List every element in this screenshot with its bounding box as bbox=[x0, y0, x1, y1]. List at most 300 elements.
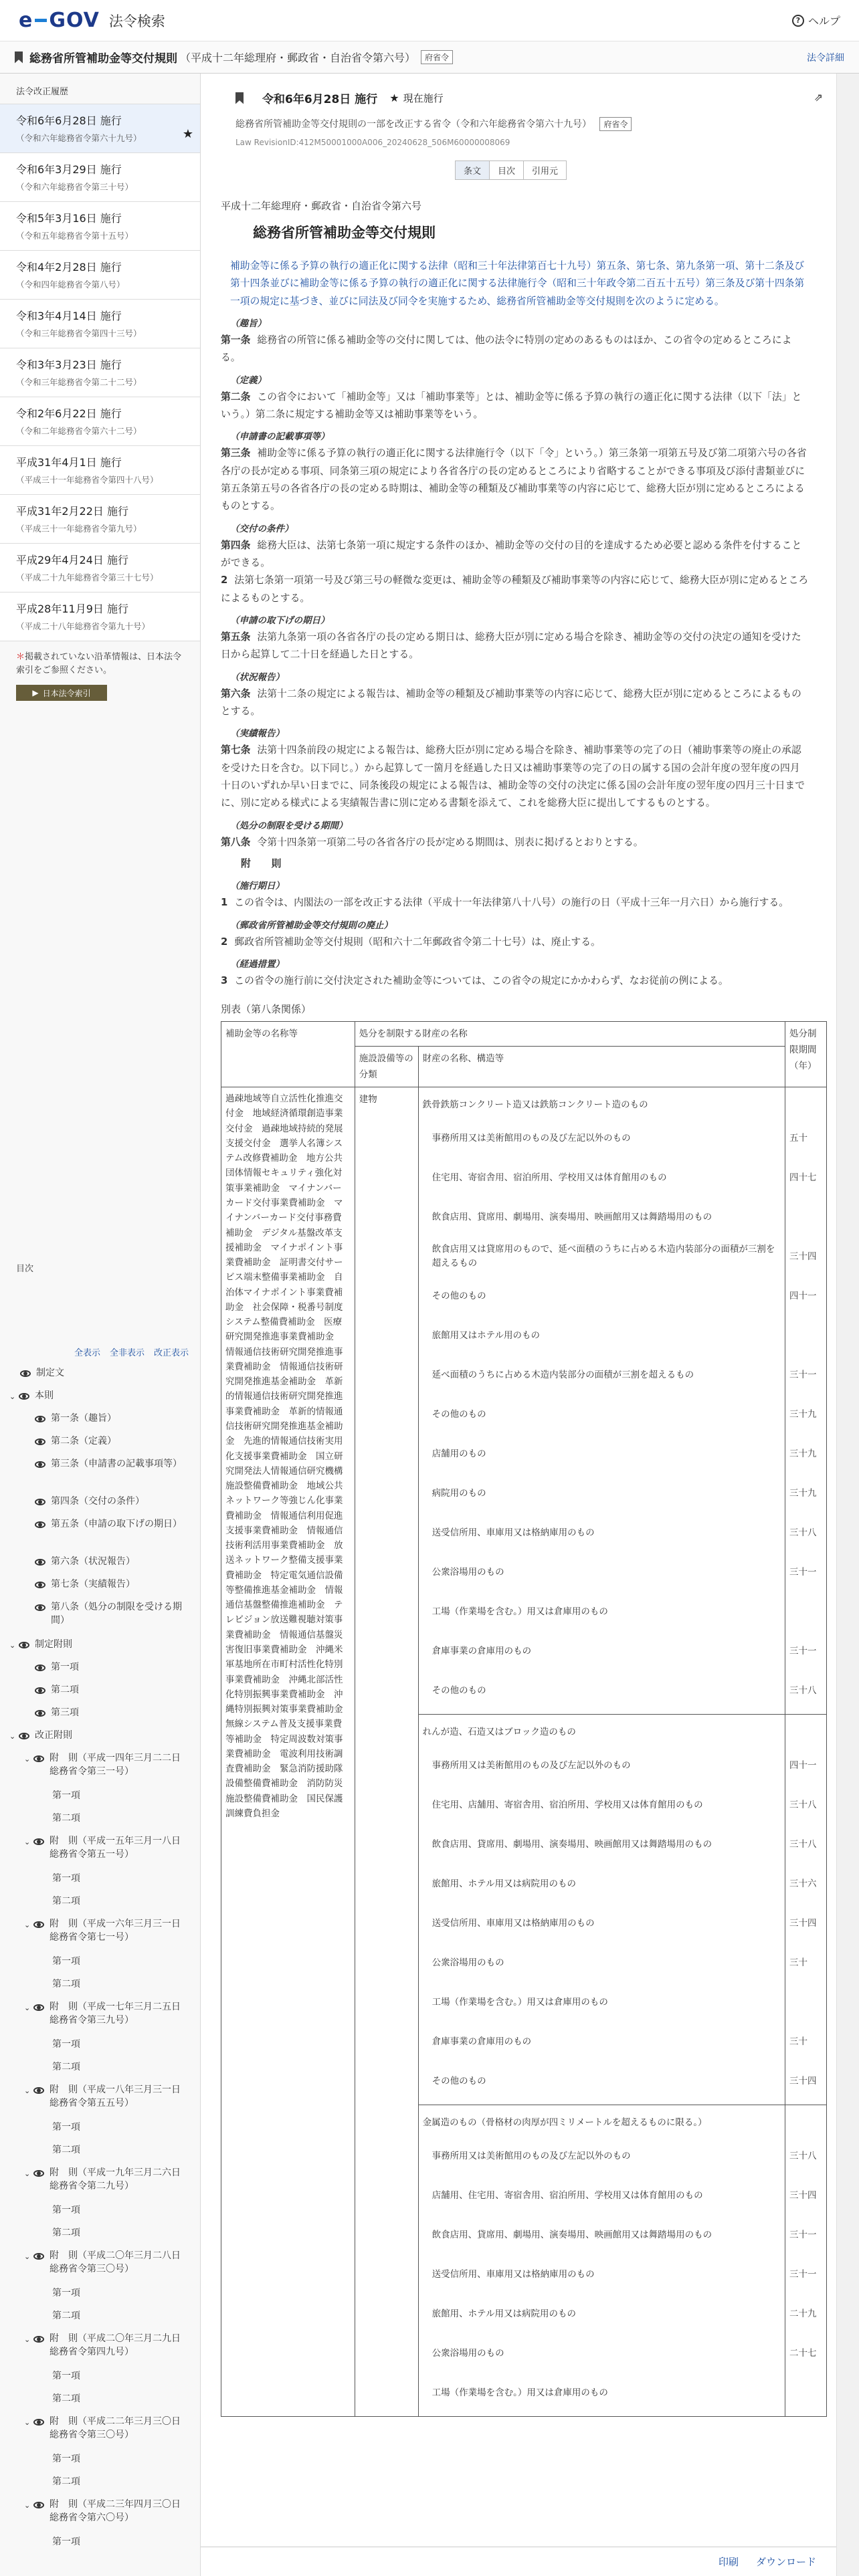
toc-item-label: 第二項 bbox=[52, 2228, 80, 2238]
toc-item-label: 第一項 bbox=[52, 2371, 80, 2381]
asset-row: 送受信所用、車庫用又は格納庫用のもの bbox=[432, 2268, 595, 2280]
revision-history-heading: 法令改正履歴 bbox=[16, 87, 69, 97]
article-caption: （申請書の記載事項等） bbox=[230, 431, 330, 443]
toc-item-label: 第六条（状況報告） bbox=[51, 1556, 135, 1567]
asset-row: 延べ面積のうちに占める木造内装部分の面積が三割を超えるもの bbox=[432, 1369, 694, 1380]
help-link[interactable] bbox=[792, 13, 840, 28]
toc-item[interactable] bbox=[0, 1366, 201, 1380]
toc-item[interactable] bbox=[0, 1706, 201, 1719]
article-caption: （申請の取下げの期日） bbox=[230, 615, 330, 627]
period-value: 三十四 bbox=[789, 1917, 817, 1929]
egov-logo[interactable] bbox=[19, 9, 100, 32]
toc-item-label: 附 則（平成一七年三月二五日総務省令第三九号） bbox=[50, 2002, 181, 2026]
bookmark-icon[interactable] bbox=[15, 51, 23, 64]
toc-item[interactable] bbox=[0, 1434, 201, 1448]
download-button[interactable]: ダウンロード bbox=[755, 2556, 816, 2568]
law-main-title: 総務省所管補助金等交付規則 bbox=[253, 224, 436, 241]
toc-item-label: 附 則（平成一五年三月一八日総務省令第五一号） bbox=[50, 1836, 181, 1860]
chevron-down-icon[interactable]: ⌄ bbox=[24, 1755, 31, 1763]
eye-icon[interactable] bbox=[35, 1665, 45, 1671]
chevron-down-icon[interactable]: ⌄ bbox=[24, 2501, 31, 2510]
toc-item-label: 第二項 bbox=[51, 1685, 79, 1695]
article-text: 法第七条第一項第一号及び第三号の軽微な変更は、補助金等の種類及び補助事業等の内容に応じて、総務大臣が別に定めるところによるものとする。 bbox=[221, 574, 809, 604]
toc-show-all[interactable]: 全表示 bbox=[74, 1348, 100, 1358]
supplementary-title: 附 則 bbox=[241, 858, 287, 870]
toc-item-label: 附 則（平成一八年三月三一日総務省令第五五号） bbox=[50, 2084, 181, 2109]
period-value: 二十九 bbox=[789, 2308, 817, 2319]
version-bookmark-icon bbox=[235, 92, 244, 104]
asset-row: 住宅用、寄宿舎用、宿泊所用、学校用又は体育館用のもの bbox=[432, 1172, 667, 1183]
th-property: 処分を制限する財産の名称 bbox=[355, 1022, 785, 1047]
revision-date: 令和2年6月22日 施行 bbox=[16, 407, 122, 420]
toc-item-label: 附 則（平成二〇年三月二八日総務省令第三〇号） bbox=[50, 2250, 181, 2275]
eye-icon[interactable] bbox=[33, 2502, 44, 2508]
article-caption: （定義） bbox=[230, 374, 266, 386]
revision-date: 平成29年4月24日 施行 bbox=[16, 554, 128, 566]
law-body bbox=[201, 197, 836, 2417]
revision-number: （令和二年総務省令第六十二号） bbox=[16, 426, 142, 436]
revision-date: 平成28年11月9日 施行 bbox=[16, 603, 128, 615]
eye-icon[interactable] bbox=[19, 1393, 29, 1400]
revision-item[interactable] bbox=[0, 494, 200, 543]
toc-item[interactable] bbox=[0, 2143, 201, 2157]
asset-row: 病院用のもの bbox=[432, 1487, 486, 1499]
article-text: 総務省の所管に係る補助金等の交付に関しては、他の法令に特別の定めのあるものはほか、この省令の定めるところによる。 bbox=[221, 334, 792, 364]
group-a-assets bbox=[418, 1087, 785, 1715]
toc-item[interactable] bbox=[0, 2166, 201, 2193]
law-index-label: 日本法令索引 bbox=[42, 688, 91, 698]
asset-row: 飲食店用、貸席用、劇場用、演奏場用、映画館用又は舞踏場用のもの bbox=[432, 1211, 712, 1222]
article-paragraph bbox=[221, 572, 809, 607]
logo-dash bbox=[35, 19, 47, 22]
article-paragraph bbox=[221, 894, 809, 911]
article-number: 1 bbox=[221, 897, 228, 909]
toc-item-label: 制定文 bbox=[36, 1368, 64, 1378]
asset-row: その他のもの bbox=[432, 2075, 486, 2086]
tab-articles[interactable]: 条文 bbox=[455, 160, 490, 180]
toc-item[interactable] bbox=[0, 2060, 201, 2074]
amend-law: 総務省所管補助金等交付規則の一部を改正する省令（令和六年総務省令第六十九号） bbox=[235, 119, 591, 130]
period-value: 三十九 bbox=[789, 1487, 817, 1499]
facility-class: 建物 bbox=[355, 1087, 418, 2417]
chevron-down-icon[interactable]: ⌄ bbox=[24, 2418, 31, 2427]
revision-item[interactable] bbox=[0, 152, 200, 201]
view-tabs bbox=[455, 160, 836, 180]
article-caption: （処分の制限を受ける期間） bbox=[230, 820, 348, 831]
toc-item-label: 第二項 bbox=[52, 2311, 80, 2321]
article-paragraph bbox=[221, 685, 809, 721]
article-number: 2 bbox=[221, 936, 228, 948]
article-text: 補助金等に係る予算の執行の適正化に関する法律施行令（以下「令」という。）第三条第一項第五号及び第二項第六号の各省各庁の長が定める事項、同条第三項の規定により各省各庁の長の定めるところにより省略することができる事項及び添付書類並びに第五条第五号の各省各庁の長の定める時期は、補助金等の種類及び補助事業等の内容に応じて、総務大臣が別に定めるところによるものとする。 bbox=[221, 447, 807, 512]
toc-item[interactable] bbox=[0, 1955, 201, 1968]
note-mark: ＊ bbox=[16, 652, 25, 662]
toc-item-label: 第一項 bbox=[52, 2039, 80, 2050]
th-period: 処分制限期間（年） bbox=[785, 1022, 826, 1087]
toc-item[interactable] bbox=[0, 1457, 201, 1471]
article-number: 第六条 bbox=[221, 687, 251, 700]
toc-item[interactable] bbox=[0, 2121, 201, 2134]
period-value bbox=[789, 1091, 822, 1118]
articles bbox=[221, 316, 809, 851]
period-value bbox=[789, 2373, 822, 2412]
revision-item[interactable] bbox=[0, 299, 200, 348]
toc-item-label: 附 則（平成一九年三月二六日総務省令第二九号） bbox=[50, 2167, 181, 2192]
revision-item[interactable] bbox=[0, 397, 200, 445]
revision-list bbox=[0, 104, 200, 641]
period-value: 三十九 bbox=[789, 1448, 817, 1459]
amend-line bbox=[235, 117, 809, 131]
period-value: 五十 bbox=[789, 1132, 807, 1144]
period-value: 三十 bbox=[789, 2036, 807, 2047]
article-caption: （施行期日） bbox=[230, 881, 284, 892]
article-caption: （経過措置） bbox=[230, 959, 284, 970]
period-value: 三十八 bbox=[789, 1527, 817, 1538]
subsidy-names: 過疎地域等自立活性化推進交付金 地域経済循環創造事業交付金 過疎地域持続的発展支援交付金 選挙人名簿システム改修費補助金 地方公共団体情報セキュリティ強化対策事業補助金 マイナンバーカード交付事業費補助金 マイナンバーカード交付事務費補助金 デジタル基盤改革支援補助金 マイナポイント事業費補助金 証明書交付サービス端末整備事業補助金 自治体マイナポイント事業費補助金 社会保障・税番号制度システム整備費補助金 医療研究開発推進事業費補助金 情報通信技術研究開発推進事業費補助金 情報通信技術研究開発推進基金補助金 革新的情報通信技術研究開発推進事業費補助金 革新的情報通信技術研究開発推進基金補助金 先進的情報通信技術実用化支援事業費補助金 国立研究開発法人情報通信研究機構施設整備費補助金 地域公共ネットワーク等強じん化事業費補助金 情報通信利用促進支援事業費補助金 情報通信技術利活用事業費補助金 放送ネットワーク整備支援事業費補助金 特定電気通信設備等整備推進基金補助金 情報通信基盤整備推進補助金 テレビジョン放送難視聴対策事業費補助金 情報通信基盤災害復旧事業費補助金 沖縄米軍基地所在市町村活性化特別事業費補助金 沖縄北部活性化特別振興事業費補助金 沖縄特別振興対策事業費補助金 無線システム普及支援事業費等補助金 特定周波数対策事業費補助金 電波利用技術調査費補助金 緊急消防援助隊設備整備費補助金 消防防災施設整備費補助金 国民保護訓練費負担金 bbox=[221, 1087, 355, 2417]
period-value: 三十四 bbox=[789, 2189, 817, 2201]
toc-item-label: 附 則（平成一四年三月二二日総務省令第三一号） bbox=[50, 1753, 181, 1778]
period-value: 三十一 bbox=[789, 2229, 817, 2240]
law-title: 総務省所管補助金等交付規則 bbox=[29, 52, 177, 66]
toc-item[interactable] bbox=[0, 2369, 201, 2383]
eye-icon[interactable] bbox=[35, 1582, 45, 1588]
toc-item[interactable] bbox=[0, 2226, 201, 2240]
revision-number: （平成二十八年総務省令第九十号） bbox=[16, 621, 151, 631]
asset-row: 事務所用又は美術館用のもの及び左記以外のもの bbox=[432, 1132, 631, 1144]
toc-hide-all[interactable]: 全非表示 bbox=[109, 1348, 145, 1358]
tab-citations[interactable]: 引用元 bbox=[524, 160, 567, 180]
toc-item[interactable] bbox=[0, 1495, 201, 1508]
toc-item[interactable] bbox=[0, 1389, 201, 1402]
toc-item[interactable] bbox=[0, 2286, 201, 2300]
eye-icon[interactable] bbox=[35, 1604, 45, 1611]
chevron-down-icon[interactable]: ⌄ bbox=[24, 2086, 31, 2095]
revision-item[interactable] bbox=[0, 104, 200, 152]
asset-row: 店舗用のもの bbox=[432, 1448, 486, 1459]
help-label: ヘルプ bbox=[807, 15, 840, 27]
toc-item-label: 第三項 bbox=[51, 1707, 79, 1718]
article-text: 総務大臣は、法第七条第一項に規定する条件のほか、補助金等の交付の目的を達成するため必要と認める条件を付することができる。 bbox=[221, 539, 802, 569]
period-value bbox=[789, 1315, 822, 1355]
article-paragraph bbox=[221, 629, 809, 664]
toc-item[interactable] bbox=[0, 1638, 201, 1651]
toc-item[interactable] bbox=[0, 1578, 201, 1591]
print-button[interactable]: 印刷 bbox=[718, 2556, 739, 2568]
toc-item-label: 第一項 bbox=[52, 1790, 80, 1801]
eye-icon[interactable] bbox=[35, 1687, 45, 1694]
star-icon: ★ bbox=[389, 92, 399, 104]
eye-icon[interactable] bbox=[35, 1416, 45, 1422]
asset-row: 倉庫事業の倉庫用のもの bbox=[432, 2036, 532, 2047]
toc-item-label: 改正附則 bbox=[35, 1730, 72, 1741]
revision-item[interactable] bbox=[0, 348, 200, 397]
article-text: 法第十四条前段の規定による報告は、総務大臣が別に定める場合を除き、補助事業等の完了の日（補助事業等の廃止の承認を受けた日を含む。以下同じ。）から起算して一箇月を経過した日又は補助事業等の完了の日の属する国の会計年度の翌年度の四月十日のいずれか早い日までに、同条後段の規定による報告は、補助金等の交付の決定に係る国の会計年度の翌年度の四月三十日までに、別に定める様式による実績報告書に別に定める書類を添えて、これを総務大臣に提出してするものとする。 bbox=[221, 744, 805, 809]
law-index-button[interactable] bbox=[16, 685, 107, 701]
revision-item[interactable] bbox=[0, 445, 200, 494]
revision-date: 令和3年3月23日 施行 bbox=[16, 358, 122, 371]
toc-item-label: 第一項 bbox=[51, 1662, 79, 1673]
revision-date: 令和6年6月28日 施行 bbox=[16, 114, 122, 127]
toc-item[interactable] bbox=[0, 2535, 201, 2549]
article-number: 3 bbox=[221, 975, 228, 987]
external-link-icon: ▶ bbox=[32, 688, 39, 697]
toc-item[interactable] bbox=[0, 1895, 201, 1908]
article-number: 第三条 bbox=[221, 447, 251, 459]
toc-item[interactable] bbox=[0, 1600, 201, 1628]
toc-item[interactable] bbox=[0, 2083, 201, 2111]
period-value: 三十八 bbox=[789, 1799, 817, 1810]
article-text: 令第十四条第一項第二号の各省各庁の長が定める期間は、別表に掲げるとおりとする。 bbox=[257, 836, 644, 848]
period-value: 三十八 bbox=[789, 1838, 817, 1850]
toc-item-label: 第二項 bbox=[52, 2145, 80, 2155]
revision-item[interactable] bbox=[0, 543, 200, 592]
asset-row: 飲食店用、貸席用、劇場用、演奏場用、映画館用又は舞踏場用のもの bbox=[432, 1838, 712, 1850]
revision-date: 令和3年4月14日 施行 bbox=[16, 310, 122, 322]
article-number: 第五条 bbox=[221, 631, 251, 643]
toc-item-label: 附 則（平成一六年三月三一日総務省令第七一号） bbox=[50, 1919, 181, 1943]
eye-icon[interactable] bbox=[33, 1921, 44, 1928]
amend-tag: 府省令 bbox=[599, 117, 632, 131]
revision-number: （令和五年総務省令第十五号） bbox=[16, 231, 134, 241]
article-paragraph bbox=[221, 332, 809, 367]
toc-item[interactable] bbox=[0, 2000, 201, 2028]
toc-item[interactable] bbox=[0, 1555, 201, 1568]
revision-number: （平成三十一年総務省令第九号） bbox=[16, 524, 142, 534]
toc-item[interactable] bbox=[0, 2332, 201, 2359]
article-text: この省令において「補助金等」又は「補助事業等」とは、補助金等に係る予算の執行の適正化に関する法律（以下「法」という。）第二条に規定する補助金等又は補助事業等をいう。 bbox=[221, 391, 802, 421]
asset-row: 旅館用、ホテル用又は病院用のもの bbox=[432, 2308, 576, 2319]
version-date: 令和6年6月28日 施行 bbox=[262, 93, 378, 106]
eye-icon[interactable] bbox=[35, 1521, 45, 1528]
period-value: 四十一 bbox=[789, 1290, 817, 1301]
chevron-down-icon[interactable]: ⌄ bbox=[24, 1921, 31, 1929]
toc-item[interactable] bbox=[0, 2204, 201, 2217]
toc-item[interactable] bbox=[0, 1872, 201, 1885]
eye-icon[interactable] bbox=[33, 1755, 44, 1762]
eye-icon[interactable] bbox=[33, 2253, 44, 2260]
article-paragraph bbox=[221, 834, 809, 851]
toc-item[interactable] bbox=[0, 2038, 201, 2051]
article-number: 2 bbox=[221, 574, 228, 586]
article-number: 第一条 bbox=[221, 334, 251, 346]
toc-item-label: 第二項 bbox=[52, 2476, 80, 2487]
note-text: 掲載されていない沿革情報は、日本法令索引をご参照ください。 bbox=[16, 652, 182, 675]
index-note bbox=[0, 641, 200, 681]
tab-toc[interactable]: 目次 bbox=[490, 160, 524, 180]
eye-icon[interactable] bbox=[35, 1559, 45, 1566]
toc-item-label: 第二条（定義） bbox=[51, 1436, 116, 1446]
article-text: 法第十二条の規定による報告は、補助金等の種類及び補助事業等の内容に応じて、総務大臣が別に定めるところによるものとする。 bbox=[221, 687, 801, 718]
toc-item[interactable] bbox=[0, 1729, 201, 1742]
eye-icon[interactable] bbox=[35, 1710, 45, 1717]
article-caption: （実績報告） bbox=[230, 728, 284, 740]
toc-item[interactable] bbox=[0, 1977, 201, 1991]
toc-item[interactable] bbox=[0, 1517, 201, 1531]
appendix-title-text: 別表（第八条関係） bbox=[221, 1003, 312, 1016]
article-paragraph bbox=[221, 389, 809, 424]
period-value: 三十四 bbox=[789, 2075, 817, 2086]
toc-item[interactable] bbox=[0, 2452, 201, 2466]
eye-icon[interactable] bbox=[19, 1733, 29, 1739]
logo-e: e bbox=[19, 9, 33, 32]
toc-item-label: 第五条（申請の取下げの期日） bbox=[51, 1519, 182, 1529]
group-a-years bbox=[785, 1087, 826, 1715]
law-number-text: 平成十二年総理府・郵政省・自治省令第六号 bbox=[221, 200, 422, 212]
period-value: 四十一 bbox=[789, 1759, 817, 1771]
eye-icon[interactable] bbox=[35, 1461, 45, 1468]
period-value: 三十一 bbox=[789, 1645, 817, 1656]
asset-row: 金属造のもの（骨格材の肉厚が四ミリメートルを超えるものに限る。） bbox=[422, 2117, 707, 2129]
toc-item-label: 第八条（処分の制限を受ける期間） bbox=[51, 1602, 182, 1626]
chevron-down-icon[interactable]: ⌄ bbox=[24, 2252, 31, 2261]
article-paragraph bbox=[221, 445, 809, 515]
eye-icon[interactable] bbox=[33, 2336, 44, 2343]
period-value bbox=[789, 1982, 822, 2022]
law-title-bar bbox=[0, 41, 859, 74]
scrollbar[interactable] bbox=[836, 74, 859, 2576]
article-caption: （趣旨） bbox=[230, 318, 266, 330]
period-value: 二十七 bbox=[789, 2347, 817, 2359]
period-value bbox=[789, 2109, 822, 2136]
toc-item[interactable] bbox=[0, 2498, 201, 2525]
app-title: 法令検索 bbox=[108, 13, 165, 29]
asset-row: 店舗用、住宅用、寄宿舎用、宿泊所用、学校用又は体育館用のもの bbox=[432, 2189, 703, 2201]
toc-item-label: 第七条（実績報告） bbox=[51, 1579, 135, 1590]
asset-row: 公衆浴場用のもの bbox=[432, 1957, 504, 1968]
toc-item-label: 第二項 bbox=[52, 1813, 80, 1824]
eye-icon[interactable] bbox=[20, 1370, 31, 1377]
period-value bbox=[789, 1719, 822, 1745]
article-number: 第八条 bbox=[221, 836, 251, 848]
help-icon: ? bbox=[792, 15, 804, 27]
toc-item-label: 第二項 bbox=[52, 1979, 80, 1990]
site-header bbox=[0, 0, 859, 41]
chevron-down-icon[interactable]: ⌄ bbox=[9, 1732, 16, 1741]
toc-item[interactable] bbox=[0, 2309, 201, 2323]
toc-item[interactable] bbox=[0, 2249, 201, 2276]
toc-item[interactable] bbox=[0, 1683, 201, 1697]
toc-item[interactable] bbox=[0, 1660, 201, 1674]
chevron-down-icon[interactable]: ⌄ bbox=[24, 2004, 31, 2012]
revision-date: 平成31年4月1日 施行 bbox=[16, 456, 122, 469]
revision-number: （令和六年総務省令第三十号） bbox=[16, 182, 134, 192]
article-paragraph bbox=[221, 972, 809, 990]
chevron-down-icon[interactable]: ⌄ bbox=[24, 2169, 31, 2178]
share-icon[interactable]: ⇗ bbox=[814, 91, 823, 104]
toc-item-label: 第一項 bbox=[52, 1956, 80, 1967]
eye-icon[interactable] bbox=[19, 1642, 29, 1648]
eye-icon[interactable] bbox=[33, 1838, 44, 1845]
eye-icon[interactable] bbox=[33, 2004, 44, 2011]
revision-number: （令和三年総務省令第四十三号） bbox=[16, 328, 142, 338]
law-type-tag: 府省令 bbox=[421, 50, 453, 64]
revision-date: 平成31年2月22日 施行 bbox=[16, 505, 128, 518]
group-c-years bbox=[785, 2105, 826, 2417]
current-label: 現在施行 bbox=[403, 92, 444, 104]
th-name: 補助金等の名称等 bbox=[221, 1022, 355, 1087]
period-value: 三十九 bbox=[789, 1408, 817, 1420]
period-value: 三十八 bbox=[789, 2150, 817, 2161]
preamble: 補助金等に係る予算の執行の適正化に関する法律（昭和三十年法律第百七十九号）第五条、第七条、第九条第一項、第十二条及び第十四条並びに補助金等に係る予算の執行の適正化に関する法律施行令（昭和三十年政令第二百五十五号）第三条及び第十四条第一項の規定に基づき、並びに同法及び同令を実施するため、総務省所管補助金等交付規則を次のように定める。 bbox=[230, 260, 805, 307]
revision-item[interactable] bbox=[0, 250, 200, 299]
revision-id: Law RevisionID:412M50001000A006_20240628_506M60000008069 bbox=[235, 138, 510, 147]
toc-heading: 目次 bbox=[16, 1264, 34, 1274]
revision-number: （令和六年総務省令第六十九号） bbox=[16, 133, 142, 143]
asset-row: 事務所用又は美術館用のもの及び左記以外のもの bbox=[432, 2150, 631, 2161]
article-caption: （状況報告） bbox=[230, 671, 284, 683]
toc-item[interactable] bbox=[0, 2475, 201, 2488]
period-value: 三十八 bbox=[789, 1685, 817, 1696]
asset-row: その他のもの bbox=[432, 1408, 486, 1420]
group-b-assets bbox=[418, 1715, 785, 2105]
law-detail-link[interactable]: 法令詳細 bbox=[807, 52, 844, 64]
revision-number: （平成三十一年総務省令第四十八号） bbox=[16, 475, 159, 485]
toc-amend-display[interactable]: 改正表示 bbox=[153, 1348, 189, 1358]
toc-item[interactable] bbox=[0, 1917, 201, 1945]
version-header bbox=[201, 74, 836, 147]
period-value: 三十六 bbox=[789, 1878, 817, 1889]
article-text: 郵政省所管補助金等交付規則（昭和六十二年郵政省令第二十七号）は、廃止する。 bbox=[234, 936, 601, 948]
article-caption: （郵政省所管補助金等交付規則の廃止） bbox=[230, 920, 393, 931]
asset-row: 事務所用又は美術館用のもの及び左記以外のもの bbox=[432, 1759, 631, 1771]
eye-icon[interactable] bbox=[35, 1499, 45, 1505]
asset-row: 住宅用、店舗用、寄宿舎用、宿泊所用、学校用又は体育館用のもの bbox=[432, 1799, 703, 1810]
eye-icon[interactable] bbox=[33, 2087, 44, 2094]
asset-row: その他のもの bbox=[432, 1685, 486, 1696]
asset-row: 鉄骨鉄筋コンクリート造又は鉄筋コンクリート造のもの bbox=[422, 1099, 648, 1111]
article-text: この省令は、内閣法の一部を改正する法律（平成十一年法律第八十八号）の施行の日（平成十三年一月六日）から施行する。 bbox=[234, 897, 789, 909]
toc-item[interactable] bbox=[0, 1812, 201, 1825]
period-value: 三十一 bbox=[789, 1566, 817, 1578]
period-value bbox=[789, 1197, 822, 1237]
toc-item-label: 第一項 bbox=[52, 2537, 80, 2547]
current-status bbox=[389, 91, 443, 105]
chevron-down-icon[interactable]: ⌄ bbox=[24, 2335, 31, 2344]
asset-row: 旅館用又はホテル用のもの bbox=[432, 1329, 540, 1341]
toc-item-label: 附 則（平成二三年四月三〇日総務省令第六〇号） bbox=[50, 2499, 181, 2524]
chevron-down-icon[interactable]: ⌄ bbox=[9, 1641, 16, 1650]
asset-row: 送受信所用、車庫用又は格納庫用のもの bbox=[432, 1917, 595, 1929]
toc-item-label: 第四条（交付の条件） bbox=[51, 1496, 145, 1507]
asset-row: 倉庫事業の倉庫用のもの bbox=[432, 1645, 532, 1656]
th-asset: 財産の名称、構造等 bbox=[418, 1047, 785, 1087]
eye-icon[interactable] bbox=[33, 2419, 44, 2426]
asset-row: 公衆浴場用のもの bbox=[432, 2347, 504, 2359]
toc-item-label: 第三条（申請書の記載事項等） bbox=[51, 1459, 182, 1469]
revision-item[interactable] bbox=[0, 592, 200, 641]
toc-item-label: 第一条（趣旨） bbox=[51, 1413, 116, 1424]
toc-item[interactable] bbox=[0, 1834, 201, 1862]
toc-item-label: 第二項 bbox=[52, 1896, 80, 1907]
toc-item[interactable] bbox=[0, 1412, 201, 1425]
article-caption: （交付の条件） bbox=[230, 523, 294, 534]
chevron-down-icon[interactable]: ⌄ bbox=[9, 1392, 16, 1401]
toc-item[interactable] bbox=[0, 1751, 201, 1779]
eye-icon[interactable] bbox=[35, 1438, 45, 1445]
toc-item[interactable] bbox=[0, 2415, 201, 2442]
toc-item[interactable] bbox=[0, 1789, 201, 1802]
toc-actions bbox=[0, 1346, 201, 1358]
current-star-icon: ★ bbox=[182, 127, 193, 141]
supplementary-provisions bbox=[221, 878, 809, 990]
appendix-table bbox=[221, 1021, 827, 2417]
asset-row: 工場（作業場を含む。）用又は倉庫用のもの bbox=[432, 2387, 608, 2398]
chevron-down-icon[interactable]: ⌄ bbox=[24, 1838, 31, 1846]
eye-icon[interactable] bbox=[33, 2170, 44, 2177]
toc-item-label: 第一項 bbox=[52, 2205, 80, 2216]
revision-item[interactable] bbox=[0, 201, 200, 250]
toc-item[interactable] bbox=[0, 2392, 201, 2405]
sidebar bbox=[0, 74, 201, 2576]
